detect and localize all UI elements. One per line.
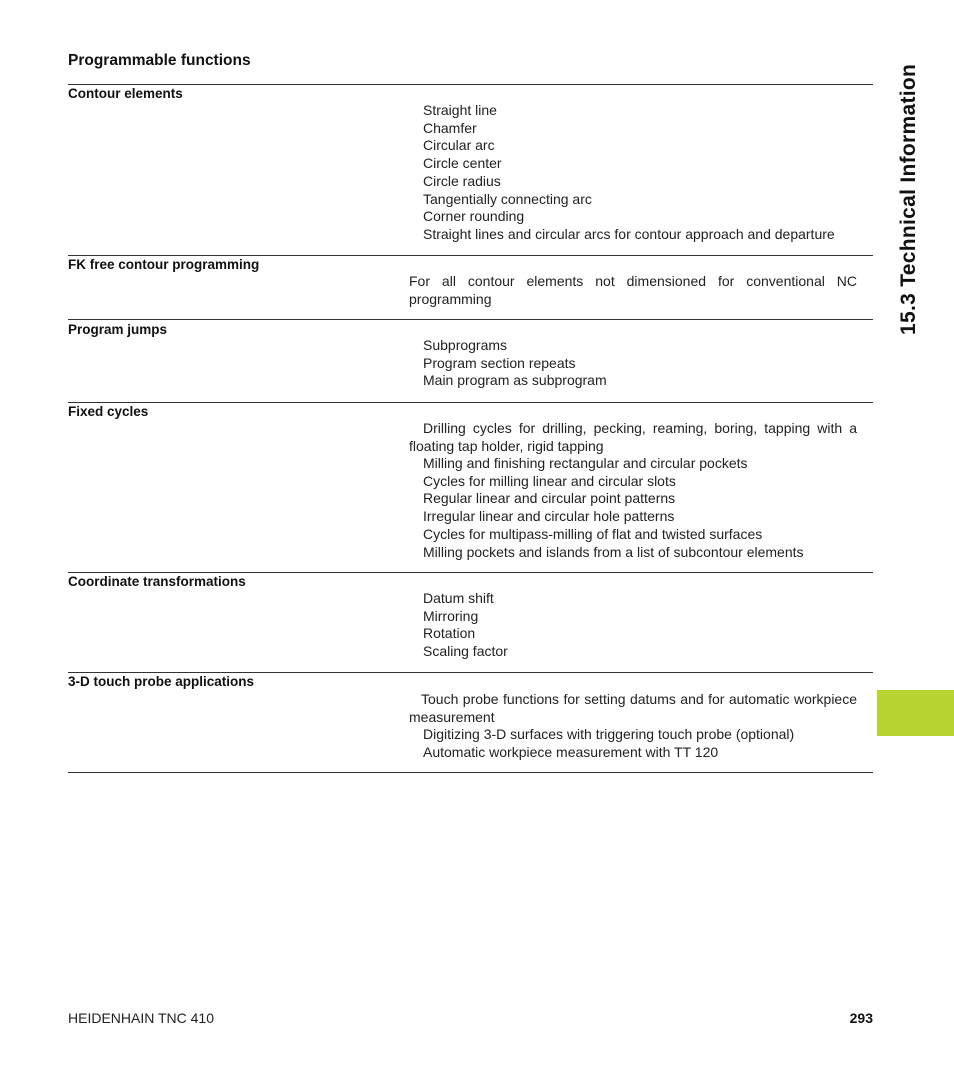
list-item: Regular linear and circular point patterns <box>423 490 676 507</box>
section-divider <box>68 572 873 573</box>
page-heading: Programmable functions <box>68 52 251 69</box>
paragraph: Drilling cycles for drilling, pecking, reaming, boring, tapping with a floating tap holder, rigid tapping <box>409 420 857 454</box>
section-divider <box>68 255 873 256</box>
list-item: Datum shift <box>423 590 494 606</box>
list-item: Milling and finishing rectangular and circular pockets <box>423 455 748 471</box>
chapter-tab-marker <box>877 690 954 736</box>
list-item: Cycles for multipass-milling of flat and twisted surfaces <box>423 525 763 542</box>
section-divider <box>68 84 873 85</box>
list-item: Program section repeats <box>423 354 576 371</box>
section-title-contour-elements: Contour elements <box>68 86 183 101</box>
list-item: Chamfer <box>423 119 477 136</box>
list-item: Circle center <box>423 155 502 172</box>
section-title-coordinate-transformations: Coordinate transformations <box>68 574 246 589</box>
section-divider <box>68 772 873 773</box>
list-item: Irregular linear and circular hole patterns <box>423 508 675 525</box>
paragraph: Touch probe functions for setting datums and for automatic workpiece measurement <box>409 691 857 725</box>
list-item: Main program as subprogram <box>423 372 607 389</box>
list-item: Scaling factor <box>423 643 508 660</box>
list-item: Cycles for milling linear and circular slots <box>423 472 676 489</box>
section-divider <box>68 319 873 320</box>
page-number: 293 <box>849 1010 873 1026</box>
list-item: Circular arc <box>423 137 495 154</box>
list-item: Subprograms <box>423 337 508 353</box>
section-title-program-jumps: Program jumps <box>68 322 168 337</box>
list-item: Digitizing 3-D surfaces with triggering touch probe (optional) <box>423 726 795 742</box>
contour-elements-list <box>409 102 857 244</box>
section-title-fixed-cycles: Fixed cycles <box>68 404 149 419</box>
list-item: Automatic workpiece measurement with TT 120 <box>423 743 719 760</box>
list-item: Straight line <box>423 102 497 118</box>
list-item: Corner rounding <box>423 208 525 225</box>
fixed-cycles-list <box>409 419 857 561</box>
program-jumps-list <box>409 337 857 390</box>
section-divider <box>68 672 873 673</box>
footer-product: HEIDENHAIN TNC 410 <box>68 1010 215 1026</box>
fk-programming-text <box>409 272 857 308</box>
touch-probe-list <box>409 690 857 761</box>
list-item: Circle radius <box>423 172 501 189</box>
list-item: Milling pockets and islands from a list of subcontour elements <box>423 543 804 560</box>
list-item: Straight lines and circular arcs for contour approach and departure <box>423 225 835 242</box>
section-title-touch-probe: 3-D touch probe applications <box>68 674 255 689</box>
list-item: Rotation <box>423 625 476 642</box>
section-title-fk-programming: FK free contour programming <box>68 257 260 272</box>
list-item: Mirroring <box>423 607 479 624</box>
coordinate-transformations-list <box>409 590 857 661</box>
list-item: Tangentially connecting arc <box>423 190 592 207</box>
section-divider <box>68 402 873 403</box>
paragraph: For all contour elements not dimensioned for conventional NC programming <box>409 273 857 307</box>
chapter-tab-label: 15.3 Technical Information <box>897 63 920 335</box>
